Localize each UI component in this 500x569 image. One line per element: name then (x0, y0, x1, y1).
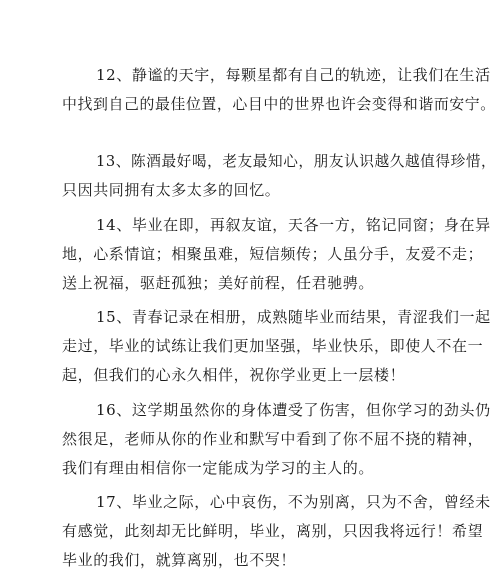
paragraph-line: 15、青春记录在相册，成熟随毕业而结果，青涩我们一起 (96, 308, 491, 326)
paragraph-line: 17、毕业之际，心中哀伤，不为别离，只为不舍，曾经未 (96, 493, 491, 511)
paragraph-line: 然很足，老师从你的作业和默写中看到了你不屈不挠的精神， (62, 430, 484, 448)
paragraph-line: 毕业的我们，就算离别，也不哭！ (62, 551, 297, 569)
paragraph-line: 我们有理由相信你一定能成为学习的主人的。 (62, 459, 375, 477)
paragraph-line: 有感觉，此刻却无比鲜明，毕业，离别，只因我将远行！希望 (62, 522, 484, 540)
paragraph-line: 送上祝福，驱赶孤独；美好前程，任君驰骋。 (62, 274, 375, 292)
paragraph-line: 走过，毕业的试练让我们更加坚强，毕业快乐，即使人不在一 (62, 337, 484, 355)
paragraph-line: 16、这学期虽然你的身体遭受了伤害，但你学习的劲头仍 (96, 401, 491, 419)
paragraph-line: 14、毕业在即，再叙友谊，天各一方，铭记同窗；身在异 (96, 216, 491, 234)
paragraph-line: 起，但我们的心永久相伴，祝你学业更上一层楼！ (62, 366, 406, 384)
paragraph-line: 13、陈酒最好喝，老友最知心，朋友认识越久越值得珍惜， (96, 152, 497, 170)
paragraph-line: 地，心系情谊；相聚虽难，短信频传；人虽分手，友爱不走； (62, 245, 484, 263)
paragraph-line: 只因共同拥有太多太多的回忆。 (62, 181, 281, 199)
paragraph-line: 中找到自己的最佳位置，心目中的世界也许会变得和谐而安宁。 (62, 95, 496, 113)
paragraph-line: 12、静谧的天宇，每颗星都有自己的轨迹，让我们在生活 (96, 66, 491, 84)
